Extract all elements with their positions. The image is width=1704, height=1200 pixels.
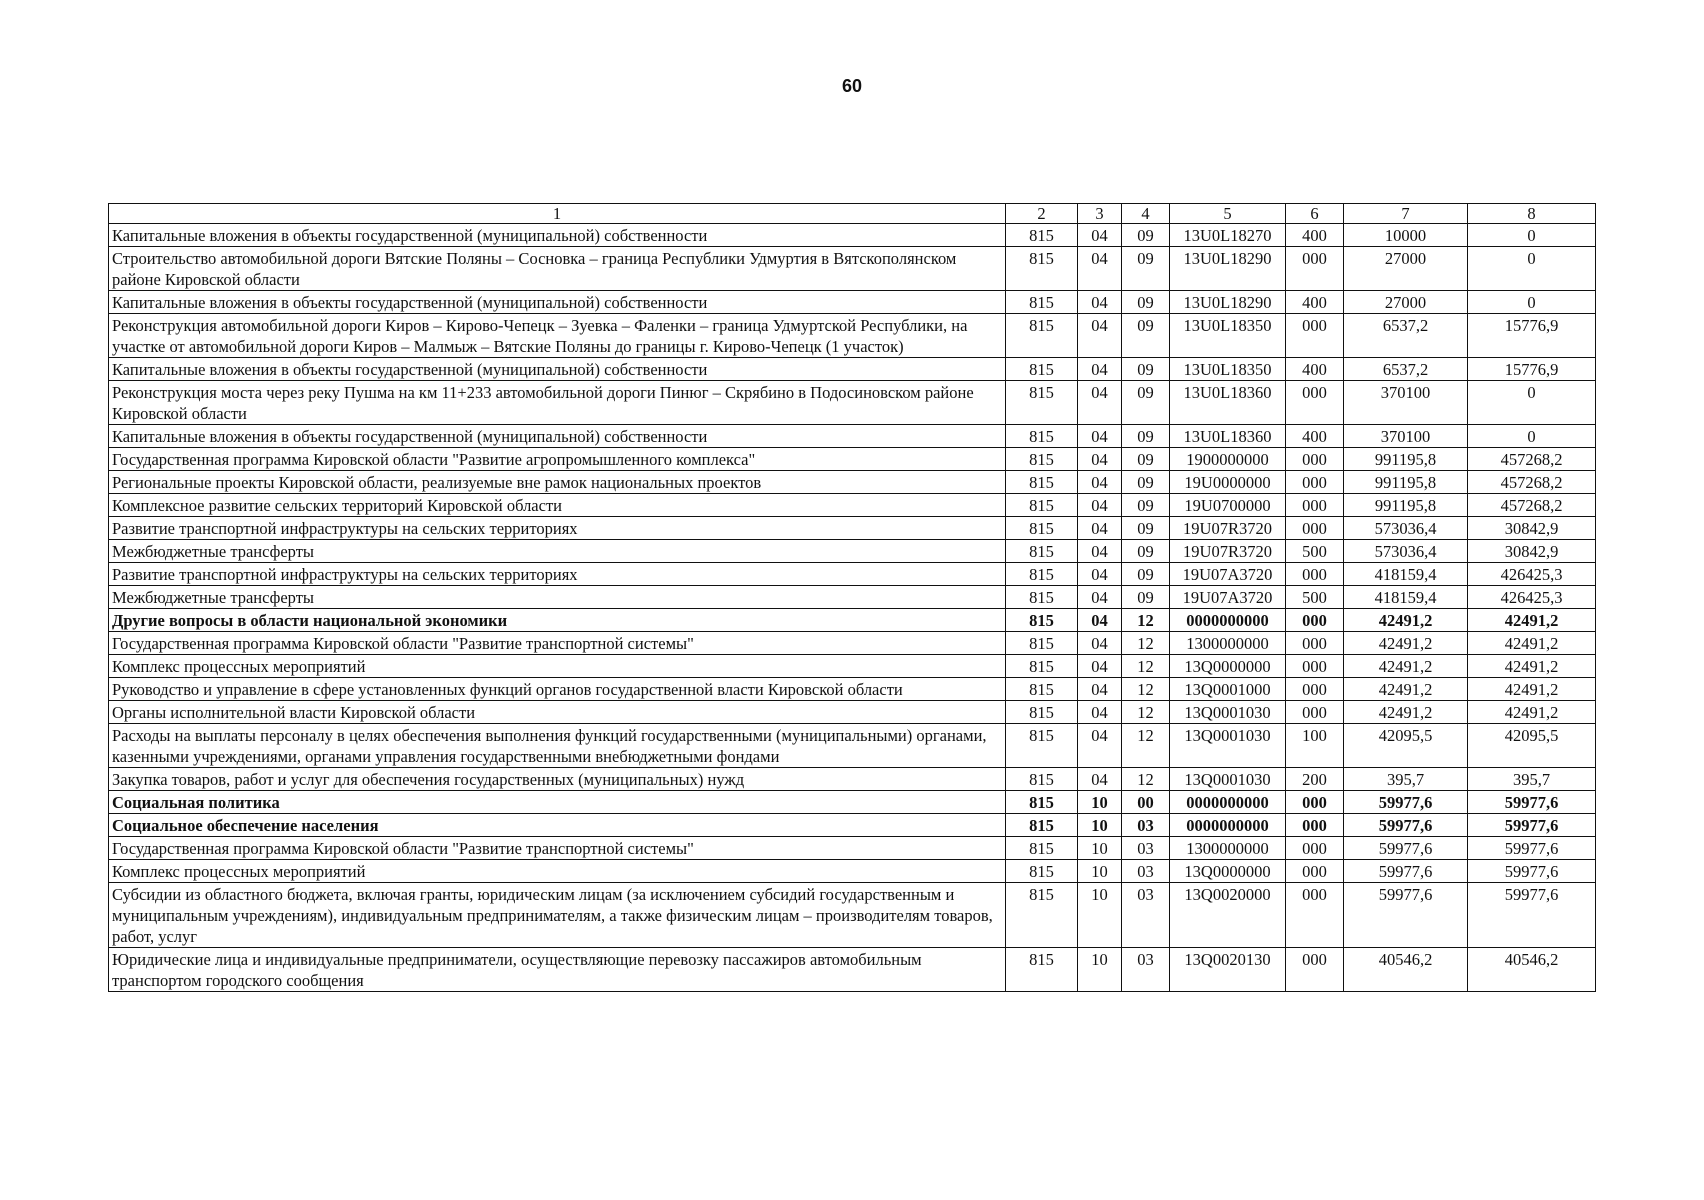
cell-name: Комплекс процессных мероприятий (109, 655, 1006, 678)
cell-col-4: 09 (1122, 381, 1170, 425)
cell-col-7: 59977,6 (1344, 791, 1468, 814)
cell-col-2: 815 (1006, 494, 1078, 517)
cell-col-5: 13U0L18270 (1170, 224, 1286, 247)
table-row (109, 314, 1596, 358)
cell-col-2: 815 (1006, 609, 1078, 632)
cell-name: Государственная программа Кировской области "Развитие транспортной системы" (109, 837, 1006, 860)
cell-col-7: 6537,2 (1344, 314, 1468, 358)
cell-col-4: 09 (1122, 425, 1170, 448)
table-row (109, 609, 1596, 632)
cell-col-5: 13Q0001030 (1170, 768, 1286, 791)
cell-col-6: 000 (1286, 314, 1344, 358)
cell-name: Реконструкция моста через реку Пушма на км 11+233 автомобильной дороги Пинюг – Скрябино в Подосиновском районе Кировской области (109, 381, 1006, 425)
cell-col-8: 42491,2 (1468, 678, 1596, 701)
cell-col-2: 815 (1006, 837, 1078, 860)
cell-col-5: 13Q0020000 (1170, 883, 1286, 948)
cell-col-5: 1300000000 (1170, 632, 1286, 655)
cell-col-2: 815 (1006, 586, 1078, 609)
cell-col-8: 59977,6 (1468, 814, 1596, 837)
cell-col-2: 815 (1006, 632, 1078, 655)
cell-col-3: 04 (1078, 540, 1122, 563)
cell-col-4: 12 (1122, 678, 1170, 701)
table-row (109, 224, 1596, 247)
cell-col-6: 000 (1286, 883, 1344, 948)
cell-col-5: 13U0L18350 (1170, 358, 1286, 381)
cell-col-4: 03 (1122, 814, 1170, 837)
cell-col-8: 0 (1468, 381, 1596, 425)
table-row (109, 425, 1596, 448)
cell-col-3: 04 (1078, 517, 1122, 540)
cell-col-3: 10 (1078, 883, 1122, 948)
page-number: 60 (841, 76, 863, 96)
cell-col-6: 000 (1286, 632, 1344, 655)
cell-name: Закупка товаров, работ и услуг для обеспечения государственных (муниципальных) нужд (109, 768, 1006, 791)
cell-name: Капитальные вложения в объекты государственной (муниципальной) собственности (109, 425, 1006, 448)
cell-col-2: 815 (1006, 471, 1078, 494)
cell-col-8: 426425,3 (1468, 563, 1596, 586)
cell-col-6: 000 (1286, 701, 1344, 724)
cell-col-8: 59977,6 (1468, 883, 1596, 948)
table-row (109, 791, 1596, 814)
cell-name: Руководство и управление в сфере установленных функций органов государственной власти Кировской области (109, 678, 1006, 701)
cell-col-3: 04 (1078, 678, 1122, 701)
table-row (109, 883, 1596, 948)
cell-col-4: 12 (1122, 632, 1170, 655)
cell-name: Юридические лица и индивидуальные предприниматели, осуществляющие перевозку пассажиров автомобильным транспортом городского сообщения (109, 948, 1006, 992)
cell-col-7: 42491,2 (1344, 655, 1468, 678)
cell-col-3: 04 (1078, 586, 1122, 609)
cell-col-3: 04 (1078, 609, 1122, 632)
cell-col-2: 815 (1006, 768, 1078, 791)
table-row (109, 837, 1596, 860)
cell-col-2: 815 (1006, 425, 1078, 448)
cell-col-2: 815 (1006, 517, 1078, 540)
cell-col-3: 04 (1078, 768, 1122, 791)
cell-col-8: 0 (1468, 224, 1596, 247)
cell-col-7: 418159,4 (1344, 563, 1468, 586)
table-body (109, 224, 1596, 992)
cell-col-4: 09 (1122, 224, 1170, 247)
cell-col-3: 04 (1078, 314, 1122, 358)
cell-name: Субсидии из областного бюджета, включая гранты, юридическим лицам (за исключением субсидий государственным и муниципальным учреждениям), индивидуальным предпринимателям, а также физическим лицам – производителям товаров, работ, услуг (109, 883, 1006, 948)
cell-col-6: 000 (1286, 471, 1344, 494)
cell-col-3: 04 (1078, 701, 1122, 724)
cell-col-2: 815 (1006, 291, 1078, 314)
cell-col-7: 42491,2 (1344, 701, 1468, 724)
table-row (109, 632, 1596, 655)
cell-col-8: 457268,2 (1468, 494, 1596, 517)
cell-col-6: 000 (1286, 837, 1344, 860)
cell-col-8: 15776,9 (1468, 314, 1596, 358)
cell-col-7: 991195,8 (1344, 471, 1468, 494)
cell-name: Комплекс процессных мероприятий (109, 860, 1006, 883)
cell-col-5: 13U0L18290 (1170, 291, 1286, 314)
cell-col-8: 42491,2 (1468, 632, 1596, 655)
cell-col-3: 04 (1078, 291, 1122, 314)
cell-col-2: 815 (1006, 448, 1078, 471)
cell-col-5: 0000000000 (1170, 609, 1286, 632)
cell-col-2: 815 (1006, 563, 1078, 586)
cell-col-4: 00 (1122, 791, 1170, 814)
cell-col-3: 10 (1078, 814, 1122, 837)
cell-col-5: 13Q0001030 (1170, 724, 1286, 768)
cell-col-4: 12 (1122, 768, 1170, 791)
cell-col-8: 426425,3 (1468, 586, 1596, 609)
cell-col-8: 59977,6 (1468, 791, 1596, 814)
cell-name: Социальное обеспечение населения (109, 814, 1006, 837)
cell-col-3: 04 (1078, 494, 1122, 517)
cell-col-6: 000 (1286, 948, 1344, 992)
cell-col-5: 19U07R3720 (1170, 540, 1286, 563)
table-row (109, 724, 1596, 768)
cell-col-7: 395,7 (1344, 768, 1468, 791)
cell-col-5: 19U07A3720 (1170, 563, 1286, 586)
cell-col-8: 457268,2 (1468, 471, 1596, 494)
cell-name: Капитальные вложения в объекты государственной (муниципальной) собственности (109, 291, 1006, 314)
cell-col-2: 815 (1006, 381, 1078, 425)
cell-col-6: 400 (1286, 358, 1344, 381)
cell-col-7: 10000 (1344, 224, 1468, 247)
cell-col-7: 418159,4 (1344, 586, 1468, 609)
header-col-7: 7 (1344, 204, 1468, 224)
cell-col-8: 42491,2 (1468, 655, 1596, 678)
cell-col-8: 42491,2 (1468, 701, 1596, 724)
cell-col-5: 13Q0020130 (1170, 948, 1286, 992)
cell-col-5: 0000000000 (1170, 814, 1286, 837)
cell-col-6: 400 (1286, 224, 1344, 247)
cell-col-5: 13U0L18290 (1170, 247, 1286, 291)
cell-col-4: 12 (1122, 655, 1170, 678)
cell-col-2: 815 (1006, 883, 1078, 948)
header-col-6: 6 (1286, 204, 1344, 224)
cell-col-3: 04 (1078, 632, 1122, 655)
cell-col-8: 59977,6 (1468, 860, 1596, 883)
header-col-1: 1 (109, 204, 1006, 224)
cell-col-7: 59977,6 (1344, 814, 1468, 837)
cell-name: Строительство автомобильной дороги Вятские Поляны – Сосновка – граница Республики Удмуртия в Вятскополянском районе Кировской области (109, 247, 1006, 291)
cell-col-4: 09 (1122, 540, 1170, 563)
cell-col-7: 370100 (1344, 381, 1468, 425)
cell-col-7: 42491,2 (1344, 678, 1468, 701)
cell-name: Комплексное развитие сельских территорий Кировской области (109, 494, 1006, 517)
cell-col-3: 04 (1078, 381, 1122, 425)
cell-col-6: 500 (1286, 540, 1344, 563)
table-row (109, 540, 1596, 563)
cell-col-7: 370100 (1344, 425, 1468, 448)
table-row (109, 247, 1596, 291)
cell-col-4: 09 (1122, 247, 1170, 291)
cell-col-6: 000 (1286, 655, 1344, 678)
cell-col-6: 000 (1286, 609, 1344, 632)
cell-col-6: 000 (1286, 814, 1344, 837)
cell-name: Другие вопросы в области национальной экономики (109, 609, 1006, 632)
cell-col-8: 395,7 (1468, 768, 1596, 791)
cell-col-7: 573036,4 (1344, 540, 1468, 563)
cell-col-2: 815 (1006, 860, 1078, 883)
cell-col-3: 04 (1078, 448, 1122, 471)
cell-col-2: 815 (1006, 791, 1078, 814)
cell-col-6: 000 (1286, 563, 1344, 586)
cell-col-7: 59977,6 (1344, 883, 1468, 948)
cell-col-3: 10 (1078, 948, 1122, 992)
cell-col-7: 991195,8 (1344, 494, 1468, 517)
header-col-5: 5 (1170, 204, 1286, 224)
cell-col-5: 1900000000 (1170, 448, 1286, 471)
cell-col-5: 13Q0000000 (1170, 860, 1286, 883)
cell-col-3: 10 (1078, 791, 1122, 814)
cell-col-7: 59977,6 (1344, 860, 1468, 883)
cell-col-2: 815 (1006, 314, 1078, 358)
cell-col-2: 815 (1006, 358, 1078, 381)
cell-col-8: 40546,2 (1468, 948, 1596, 992)
cell-name: Межбюджетные трансферты (109, 586, 1006, 609)
cell-col-5: 1300000000 (1170, 837, 1286, 860)
cell-col-2: 815 (1006, 678, 1078, 701)
cell-col-8: 42491,2 (1468, 609, 1596, 632)
cell-name: Капитальные вложения в объекты государственной (муниципальной) собственности (109, 224, 1006, 247)
cell-col-2: 815 (1006, 224, 1078, 247)
cell-col-4: 09 (1122, 563, 1170, 586)
table-row (109, 448, 1596, 471)
cell-name: Развитие транспортной инфраструктуры на сельских территориях (109, 563, 1006, 586)
table-row (109, 586, 1596, 609)
header-col-8: 8 (1468, 204, 1596, 224)
cell-col-5: 13U0L18350 (1170, 314, 1286, 358)
cell-col-5: 13U0L18360 (1170, 425, 1286, 448)
cell-col-7: 42491,2 (1344, 632, 1468, 655)
table-row (109, 563, 1596, 586)
cell-col-8: 30842,9 (1468, 540, 1596, 563)
cell-col-5: 13U0L18360 (1170, 381, 1286, 425)
cell-col-4: 09 (1122, 586, 1170, 609)
cell-col-3: 04 (1078, 224, 1122, 247)
cell-name: Органы исполнительной власти Кировской области (109, 701, 1006, 724)
cell-name: Региональные проекты Кировской области, реализуемые вне рамок национальных проектов (109, 471, 1006, 494)
cell-col-6: 400 (1286, 425, 1344, 448)
cell-col-2: 815 (1006, 247, 1078, 291)
cell-name: Государственная программа Кировской области "Развитие транспортной системы" (109, 632, 1006, 655)
cell-col-2: 815 (1006, 701, 1078, 724)
cell-col-5: 13Q0000000 (1170, 655, 1286, 678)
cell-col-6: 000 (1286, 860, 1344, 883)
cell-col-5: 0000000000 (1170, 791, 1286, 814)
cell-col-3: 04 (1078, 425, 1122, 448)
cell-col-7: 27000 (1344, 247, 1468, 291)
cell-col-8: 59977,6 (1468, 837, 1596, 860)
table-row (109, 494, 1596, 517)
cell-col-8: 15776,9 (1468, 358, 1596, 381)
cell-col-2: 815 (1006, 540, 1078, 563)
cell-col-6: 000 (1286, 494, 1344, 517)
cell-col-8: 0 (1468, 425, 1596, 448)
cell-col-6: 100 (1286, 724, 1344, 768)
cell-col-4: 12 (1122, 609, 1170, 632)
cell-col-7: 6537,2 (1344, 358, 1468, 381)
cell-col-8: 0 (1468, 291, 1596, 314)
cell-col-6: 500 (1286, 586, 1344, 609)
cell-col-8: 457268,2 (1468, 448, 1596, 471)
cell-col-6: 000 (1286, 381, 1344, 425)
cell-col-8: 42095,5 (1468, 724, 1596, 768)
cell-col-4: 09 (1122, 314, 1170, 358)
cell-col-4: 09 (1122, 494, 1170, 517)
cell-name: Межбюджетные трансферты (109, 540, 1006, 563)
table-row (109, 517, 1596, 540)
cell-col-3: 04 (1078, 655, 1122, 678)
header-col-4: 4 (1122, 204, 1170, 224)
cell-col-4: 09 (1122, 517, 1170, 540)
cell-col-6: 000 (1286, 517, 1344, 540)
cell-col-4: 03 (1122, 860, 1170, 883)
table-row (109, 358, 1596, 381)
cell-col-2: 815 (1006, 814, 1078, 837)
cell-col-4: 03 (1122, 883, 1170, 948)
table-row (109, 291, 1596, 314)
table-row (109, 948, 1596, 992)
cell-col-3: 10 (1078, 860, 1122, 883)
cell-col-4: 09 (1122, 448, 1170, 471)
cell-col-4: 09 (1122, 291, 1170, 314)
cell-col-2: 815 (1006, 655, 1078, 678)
cell-col-3: 10 (1078, 837, 1122, 860)
cell-col-7: 42095,5 (1344, 724, 1468, 768)
cell-col-4: 03 (1122, 837, 1170, 860)
cell-col-4: 09 (1122, 471, 1170, 494)
cell-col-5: 19U07A3720 (1170, 586, 1286, 609)
cell-col-6: 000 (1286, 448, 1344, 471)
cell-col-3: 04 (1078, 358, 1122, 381)
cell-col-4: 12 (1122, 724, 1170, 768)
cell-col-3: 04 (1078, 724, 1122, 768)
cell-col-5: 19U0700000 (1170, 494, 1286, 517)
cell-col-8: 30842,9 (1468, 517, 1596, 540)
cell-name: Капитальные вложения в объекты государственной (муниципальной) собственности (109, 358, 1006, 381)
cell-name: Реконструкция автомобильной дороги Киров – Кирово-Чепецк – Зуевка – Фаленки – граница Удмуртской Республики, на участке от автомобильной дороги Киров – Малмыж – Вятские Поляны до границы г. Кирово-Чепецк (1 участок) (109, 314, 1006, 358)
table-row (109, 701, 1596, 724)
header-col-3: 3 (1078, 204, 1122, 224)
cell-col-2: 815 (1006, 948, 1078, 992)
cell-col-5: 13Q0001030 (1170, 701, 1286, 724)
header-row (109, 204, 1596, 224)
table-row (109, 471, 1596, 494)
cell-col-7: 573036,4 (1344, 517, 1468, 540)
cell-col-4: 09 (1122, 358, 1170, 381)
cell-col-6: 400 (1286, 291, 1344, 314)
table-row (109, 678, 1596, 701)
cell-col-4: 03 (1122, 948, 1170, 992)
table-row (109, 814, 1596, 837)
cell-col-7: 42491,2 (1344, 609, 1468, 632)
budget-table (108, 203, 1596, 992)
cell-col-6: 000 (1286, 791, 1344, 814)
table-row (109, 381, 1596, 425)
table-row (109, 655, 1596, 678)
cell-col-6: 200 (1286, 768, 1344, 791)
cell-col-3: 04 (1078, 563, 1122, 586)
cell-name: Развитие транспортной инфраструктуры на сельских территориях (109, 517, 1006, 540)
table-row (109, 860, 1596, 883)
cell-col-6: 000 (1286, 247, 1344, 291)
cell-name: Государственная программа Кировской области "Развитие агропромышленного комплекса" (109, 448, 1006, 471)
cell-col-3: 04 (1078, 247, 1122, 291)
cell-col-5: 19U0000000 (1170, 471, 1286, 494)
cell-col-7: 27000 (1344, 291, 1468, 314)
cell-col-5: 13Q0001000 (1170, 678, 1286, 701)
cell-col-7: 991195,8 (1344, 448, 1468, 471)
cell-col-3: 04 (1078, 471, 1122, 494)
cell-col-7: 59977,6 (1344, 837, 1468, 860)
cell-col-6: 000 (1286, 678, 1344, 701)
cell-col-4: 12 (1122, 701, 1170, 724)
cell-name: Расходы на выплаты персоналу в целях обеспечения выполнения функций государственными (муниципальными) органами, казенными учреждениями, органами управления государственными внебюджетными фондами (109, 724, 1006, 768)
table-row (109, 768, 1596, 791)
cell-col-8: 0 (1468, 247, 1596, 291)
cell-col-2: 815 (1006, 724, 1078, 768)
cell-name: Социальная политика (109, 791, 1006, 814)
cell-col-7: 40546,2 (1344, 948, 1468, 992)
cell-col-5: 19U07R3720 (1170, 517, 1286, 540)
header-col-2: 2 (1006, 204, 1078, 224)
